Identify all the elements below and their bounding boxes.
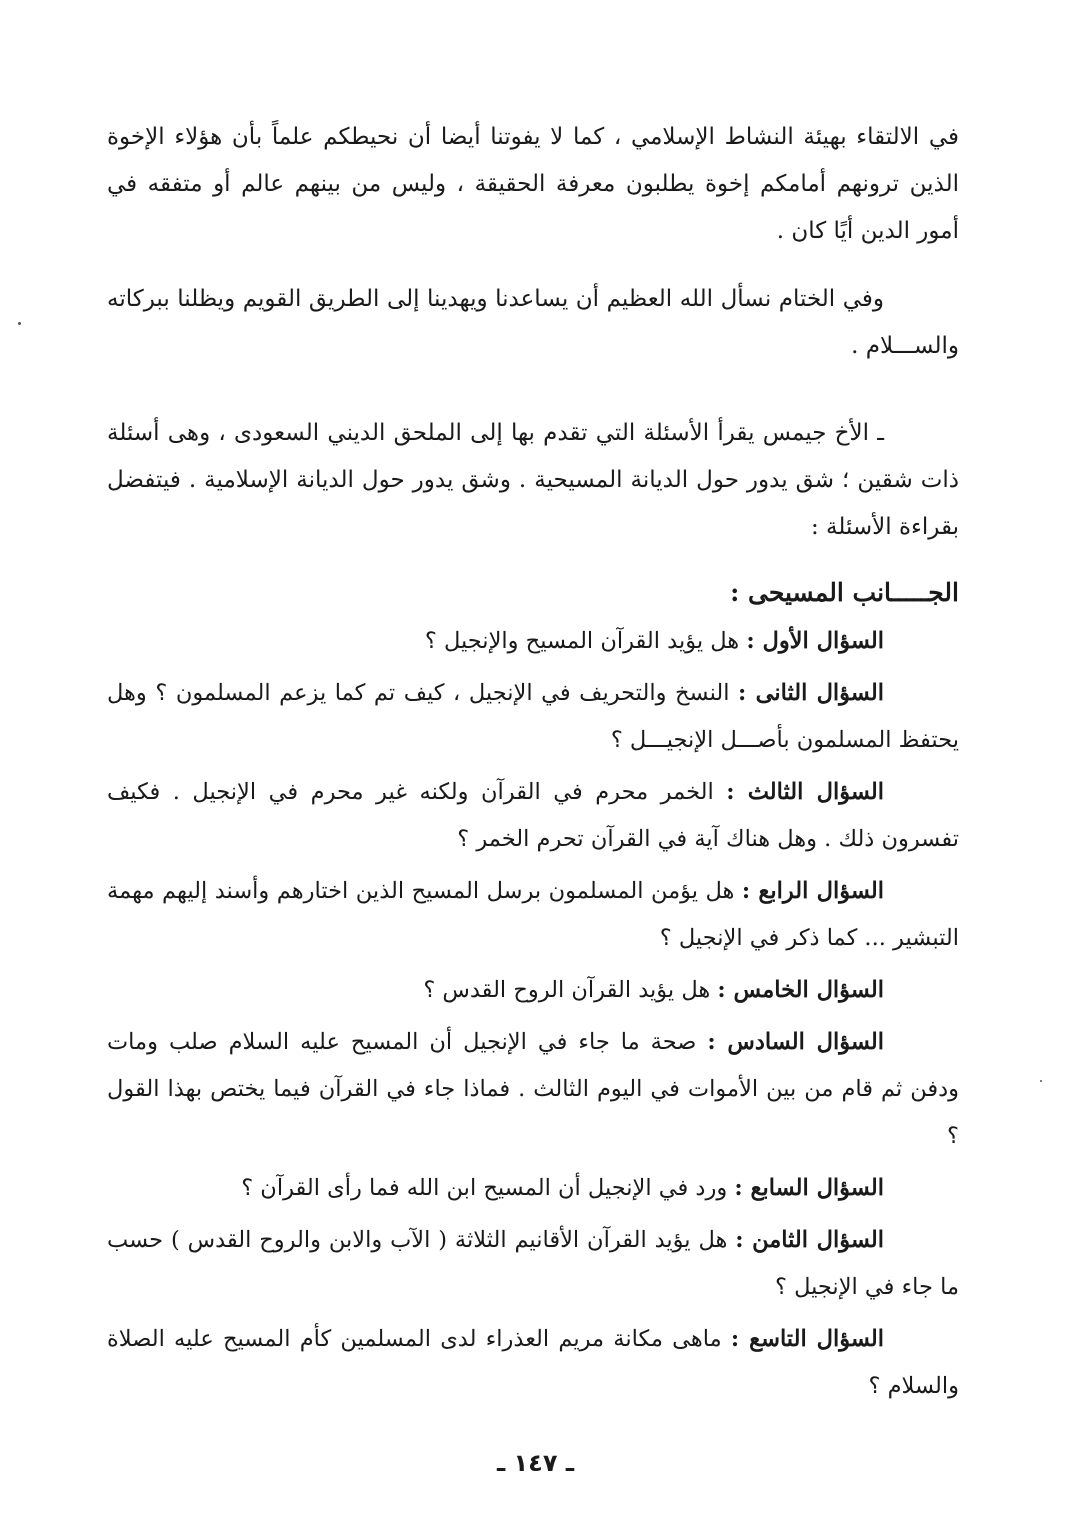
question-item [107, 967, 959, 1014]
page-number: ـ ١٤٧ ـ [496, 1449, 575, 1477]
question-text: الخمر محرم في القرآن ولكنه غير محرم في الإنجيل . فكيف تفسرون ذلك . وهل هناك آية في القرآن تحرم الخمر ؟ [107, 779, 959, 852]
christian-side-heading: الجـــــانب المسيحى : [730, 578, 959, 607]
question-label: السؤال الرابع : [741, 878, 884, 904]
question-text: هل يؤمن المسلمون برسل المسيح الذين اختارهم وأسند إليهم مهمة التبشير ... كما ذكر في الإنجيل ؟ [107, 878, 959, 951]
question-label: السؤال السادس : [707, 1029, 884, 1055]
question-item [107, 1217, 959, 1311]
question-item [107, 1165, 959, 1212]
question-label: السؤال الخامس : [717, 977, 884, 1003]
question-item [107, 1019, 959, 1160]
scan-speck [1040, 1080, 1042, 1082]
question-text: هل يؤيد القرآن الروح القدس ؟ [423, 977, 718, 1003]
closing-paragraph: وفي الختام نسأل الله العظيم أن يساعدنا ويهدينا إلى الطريق القويم ويظلنا ببركاته والســـلام . [107, 286, 959, 359]
question-label: السؤال الثالث : [726, 779, 884, 805]
james-questions-intro-paragraph: ـ الأخ جيمس يقرأ الأسئلة التي تقدم بها إلى الملحق الديني السعودى ، وهى أسئلة ذات شقين ؛ شق يدور حول الديانة المسيحية . وشق يدور حول الديانة الإسلامية . فيتفضل بقراءة الأسئلة : [107, 420, 959, 540]
question-text: هل يؤيد القرآن المسيح والإنجيل ؟ [424, 628, 747, 654]
question-item [107, 670, 959, 764]
question-text: ماهى مكانة مريم العذراء لدى المسلمين كأم المسيح عليه الصلاة والسلام ؟ [107, 1326, 959, 1399]
question-text: النسخ والتحريف في الإنجيل ، كيف تم كما يزعم المسلمون ؟ وهل يحتفظ المسلمون بأصـــل الإنجيـــل ؟ [107, 680, 959, 753]
question-item [107, 1316, 959, 1410]
question-item [107, 618, 959, 665]
intro-paragraph: في الالتقاء بهيئة النشاط الإسلامي ، كما لا يفوتنا أيضا أن نحيطكم علماً بأن هؤلاء الإخوة الذين ترونهم أمامكم إخوة يطلبون معرفة الحقيقة ، وليس من بينهم عالم أو متفقه في أمور الدين أيًا كان . [107, 124, 959, 244]
question-label: السؤال الثامن : [735, 1227, 884, 1253]
questions-list [107, 618, 959, 1415]
question-label: السؤال التاسع : [730, 1326, 885, 1352]
question-label: السؤال الأول : [746, 628, 884, 654]
question-item [107, 769, 959, 863]
question-label: السؤال الثانى : [738, 680, 884, 706]
question-text: ورد في الإنجيل أن المسيح ابن الله فما رأى القرآن ؟ [241, 1175, 735, 1201]
question-item [107, 868, 959, 962]
question-text: هل يؤيد القرآن الأقانيم الثلاثة ( الآب والابن والروح القدس ) حسب ما جاء في الإنجيل ؟ [107, 1227, 959, 1300]
question-text: صحة ما جاء في الإنجيل أن المسيح عليه السلام صلب ومات ودفن ثم قام من بين الأموات في اليوم الثالث . فماذا جاء في القرآن فيما يختص بهذا القول ؟ [107, 1029, 959, 1149]
question-label: السؤال السابع : [734, 1175, 884, 1201]
scan-speck [18, 322, 21, 325]
